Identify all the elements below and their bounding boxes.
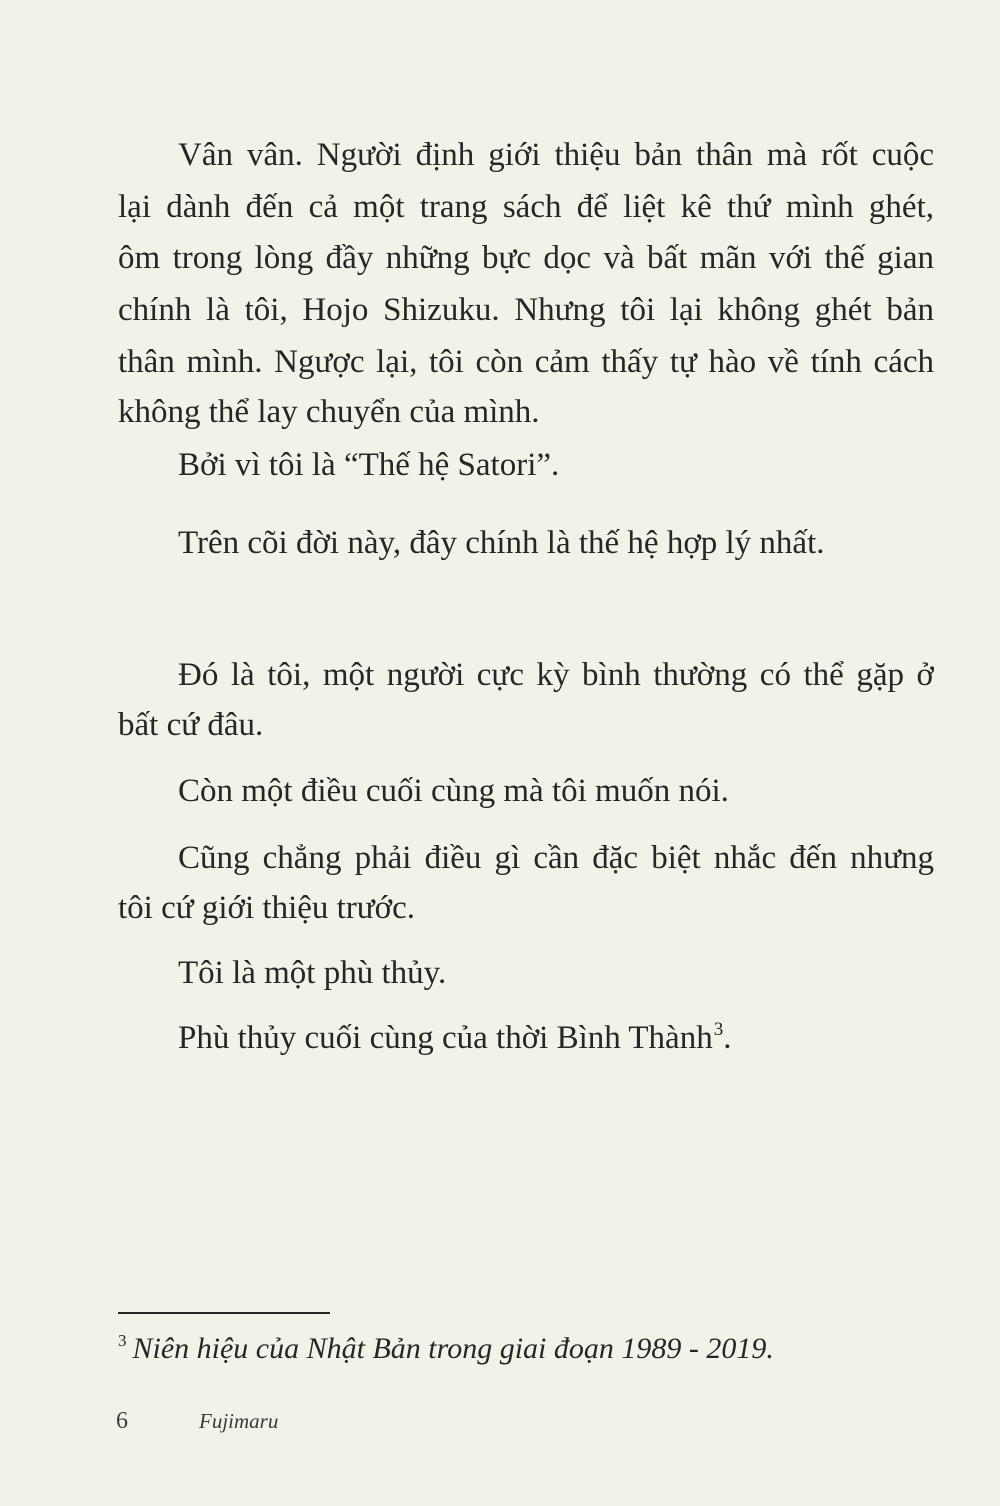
footnote-reference: 3	[713, 1019, 724, 1040]
body-line: Đó là tôi, một người cực kỳ bình thường có thể gặp ở	[178, 657, 934, 693]
line-text: Phù thủy cuối cùng của thời Bình Thành	[178, 1020, 713, 1056]
body-line: không thể lay chuyển của mình.	[118, 394, 540, 430]
body-line: chính là tôi, Hojo Shizuku. Nhưng tôi lại không ghét bản	[118, 292, 934, 328]
body-line: Trên cõi đời này, đây chính là thế hệ hợp lý nhất.	[178, 525, 825, 561]
line-end-punctuation: .	[723, 1020, 732, 1056]
body-line: ôm trong lòng đầy những bực dọc và bất mãn với thế gian	[118, 240, 934, 276]
body-line	[178, 1012, 934, 1064]
body-line: Bởi vì tôi là “Thế hệ Satori”.	[178, 447, 560, 483]
footnote-divider	[118, 1312, 330, 1314]
page-number: 6	[116, 1408, 128, 1434]
body-line: Vân vân. Người định giới thiệu bản thân mà rốt cuộc	[178, 137, 934, 173]
body-line: tôi cứ giới thiệu trước.	[118, 890, 416, 926]
footnote-text: Niên hiệu của Nhật Bản trong giai đoạn 1989 - 2019.	[132, 1332, 774, 1365]
body-line: lại dành đến cả một trang sách để liệt kê thứ mình ghét,	[118, 189, 934, 225]
body-line: bất cứ đâu.	[118, 707, 264, 743]
body-line: Còn một điều cuối cùng mà tôi muốn nói.	[178, 773, 729, 809]
running-title: Fujimaru	[199, 1409, 279, 1433]
footnote	[118, 1329, 774, 1369]
body-line: Tôi là một phù thủy.	[178, 955, 447, 991]
body-line: Cũng chẳng phải điều gì cần đặc biệt nhắc đến nhưng	[178, 840, 934, 876]
body-line: thân mình. Ngược lại, tôi còn cảm thấy tự hào về tính cách	[118, 344, 934, 380]
footnote-marker: 3	[118, 1331, 127, 1350]
